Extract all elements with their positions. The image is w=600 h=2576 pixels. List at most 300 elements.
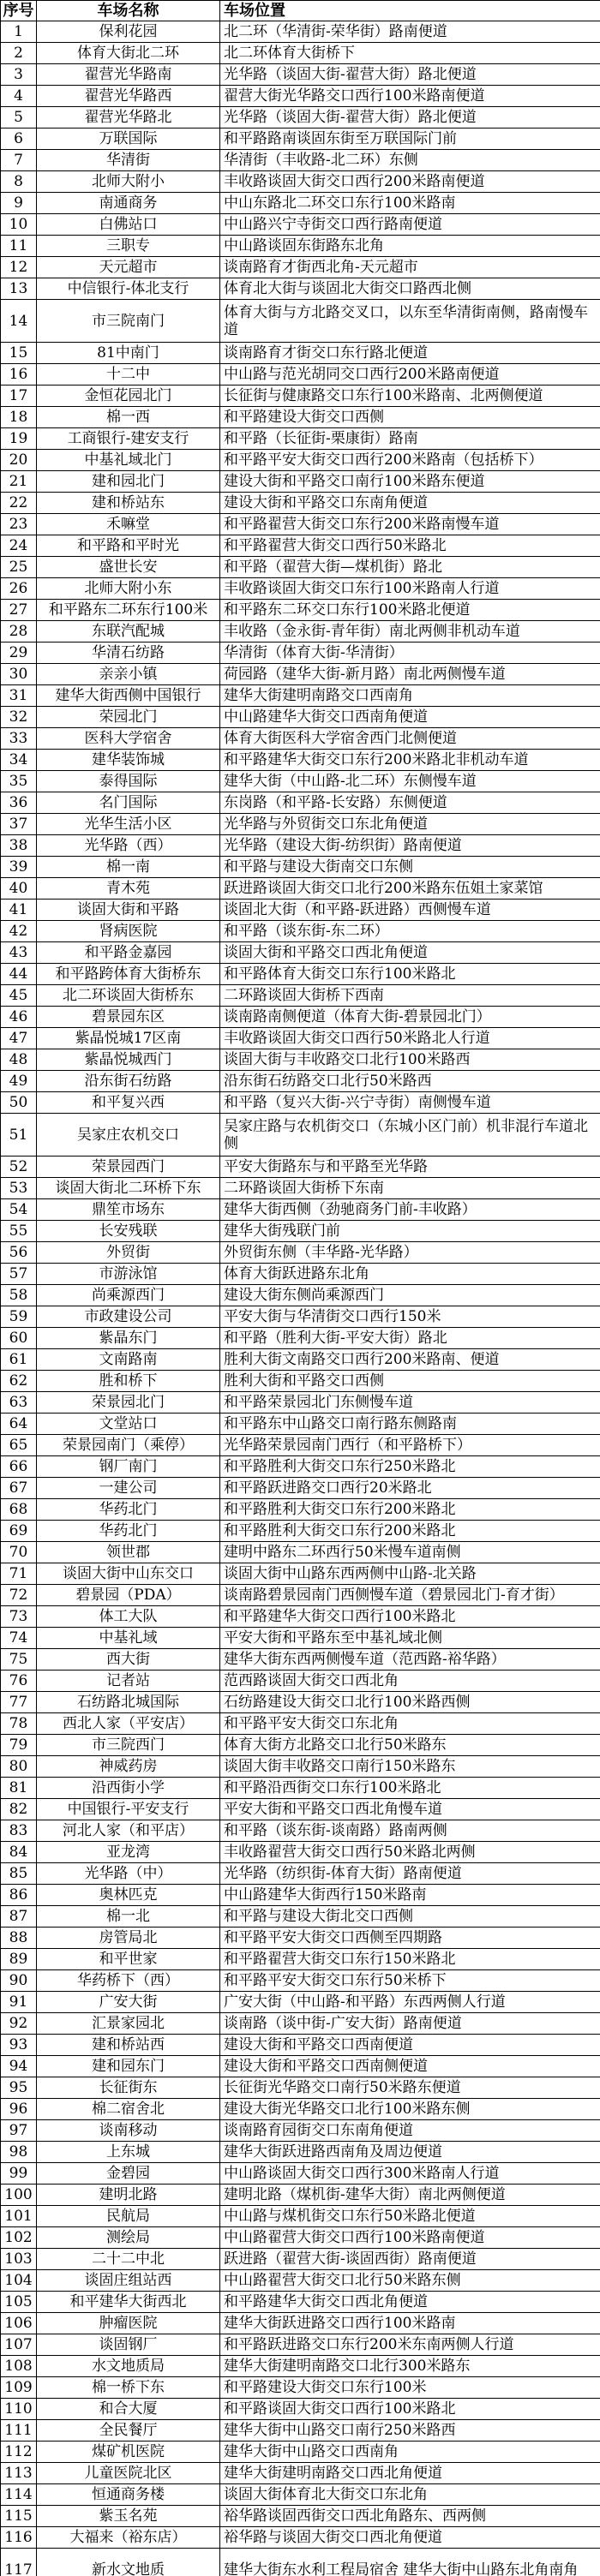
row-number: 13: [1, 278, 37, 300]
lot-name: 建明北路: [37, 2185, 220, 2206]
lot-name: 房管局北: [37, 1928, 220, 1949]
lot-name: 建和桥站东: [37, 493, 220, 514]
lot-location: 中山东路北二环交口东行100米路南: [220, 193, 600, 214]
table-row: [1, 1713, 600, 1735]
lot-location: 体育大街跃进路东北角: [220, 1264, 600, 1285]
table-row: [1, 2142, 600, 2163]
row-number: 114: [1, 2484, 37, 2506]
row-number: 42: [1, 921, 37, 942]
lot-name: 中基礼域北门: [37, 450, 220, 471]
lot-location: 体育北大街与谈固北大街交口路西北侧: [220, 278, 600, 300]
table-row: [1, 1414, 600, 1435]
lot-location: 中山路谈固大街交口西行300米路南人行道: [220, 2163, 600, 2185]
lot-name: 荣景园西门: [37, 1157, 220, 1178]
lot-name: 和平建华大街西北: [37, 2292, 220, 2313]
lot-location: 和平路（复兴大街-兴宁寺街）南侧慢车道: [220, 1092, 600, 1114]
row-number: 50: [1, 1092, 37, 1114]
lot-name: 尚乘源西门: [37, 1285, 220, 1306]
lot-name: 谈固大街和平路: [37, 900, 220, 921]
table-row: [1, 643, 600, 664]
lot-location: 光华路（谈固大街-翟营大街）路北便道: [220, 64, 600, 86]
lot-name: 市游泳馆: [37, 1264, 220, 1285]
table-row: [1, 921, 600, 942]
row-number: 85: [1, 1863, 37, 1885]
table-row: [1, 1606, 600, 1628]
row-number: 69: [1, 1521, 37, 1542]
lot-name: 新水文地质: [37, 2549, 220, 2576]
lot-name: 和平路和平时光: [37, 535, 220, 557]
lot-name: 光华生活小区: [37, 814, 220, 835]
lot-name: 市三院西门: [37, 1735, 220, 1756]
row-number: 58: [1, 1285, 37, 1306]
lot-name: 名门国际: [37, 792, 220, 814]
table-row: [1, 578, 600, 600]
lot-location: 和平路建华大街交口西北角便道: [220, 2292, 600, 2313]
row-number: 27: [1, 600, 37, 621]
lot-name: 沿东街石纺路: [37, 1071, 220, 1092]
lot-name: 外贸街: [37, 1242, 220, 1264]
lot-location: 中山路兴宁寺街交口西行路南便道: [220, 214, 600, 236]
row-number: 8: [1, 171, 37, 193]
lot-location: 谈固大街和平路交口西北角便道: [220, 942, 600, 964]
lot-location: 建设大街和平路交口西南侧便道: [220, 2056, 600, 2077]
lot-location: 和平路平安大街交口东北角: [220, 1713, 600, 1735]
lot-location: 翟营大街光华路交口西行100米路南便道: [220, 86, 600, 107]
lot-location: 建明中路东二环西行50米慢车道南侧: [220, 1542, 600, 1563]
lot-location: 和平路建华大街交口东行200米路北非机动车道: [220, 750, 600, 771]
row-number: 44: [1, 964, 37, 985]
row-number: 56: [1, 1242, 37, 1264]
lot-location: 丰收路（金永街-青年街）南北两侧非机动车道: [220, 621, 600, 643]
table-row: [1, 2035, 600, 2056]
lot-location: 建华大街残联门前: [220, 1221, 600, 1242]
lot-location: 石纺路建设大街交口北行100米路西侧: [220, 1692, 600, 1713]
row-number: 87: [1, 1906, 37, 1928]
row-number: 38: [1, 835, 37, 857]
row-number: 48: [1, 1049, 37, 1071]
table-row: [1, 2377, 600, 2399]
lot-location: 光华路与外贸街交口东北角便道: [220, 814, 600, 835]
lot-location: 广安大街（中山路-和平路）东西两侧人行道: [220, 1992, 600, 2013]
lot-location: 平安大街和平路东至中基礼域北侧: [220, 1628, 600, 1649]
row-number: 16: [1, 364, 37, 386]
lot-name: 华药北门: [37, 1499, 220, 1521]
lot-name: 三职专: [37, 236, 220, 257]
table-row: [1, 2356, 600, 2377]
lot-name: 和平路东二环东行100米: [37, 600, 220, 621]
row-number: 12: [1, 257, 37, 278]
row-number: 5: [1, 107, 37, 129]
lot-name: 金碧园: [37, 2163, 220, 2185]
table-row: [1, 86, 600, 107]
row-number: 101: [1, 2206, 37, 2227]
lot-name: 华清石纺路: [37, 643, 220, 664]
lot-name: 钢厂南门: [37, 1456, 220, 1478]
row-number: 109: [1, 2377, 37, 2399]
table-row: [1, 2292, 600, 2313]
table-row: [1, 2463, 600, 2484]
table-row: [1, 1221, 600, 1242]
row-number: 62: [1, 1371, 37, 1392]
table-row: [1, 278, 600, 300]
row-number: 25: [1, 557, 37, 578]
table-row: [1, 2206, 600, 2227]
lot-name: 青木苑: [37, 878, 220, 900]
lot-name: 荣景园南门（乘停）: [37, 1435, 220, 1456]
lot-name: 光华路（中）: [37, 1863, 220, 1885]
lot-location: 华清街（体育大街-华清街）: [220, 643, 600, 664]
table-row: [1, 2077, 600, 2099]
lot-name: 华清街: [37, 150, 220, 171]
lot-name: 亲亲小镇: [37, 664, 220, 685]
table-row: [1, 1499, 600, 1521]
lot-name: 大福来（裕东店）: [37, 2527, 220, 2549]
lot-name: 81中南门: [37, 343, 220, 364]
lot-location: 和平路胜利大街交口东行250米路北: [220, 1456, 600, 1478]
lot-location: 和平路体育大街交口东行100米路北: [220, 964, 600, 985]
table-row: [1, 771, 600, 792]
table-row: [1, 364, 600, 386]
lot-name: 荣园北门: [37, 707, 220, 728]
table-header-row: [1, 1, 600, 21]
row-number: 22: [1, 493, 37, 514]
lot-name: 盛世长安: [37, 557, 220, 578]
row-number: 70: [1, 1542, 37, 1563]
lot-name: 禾嘛堂: [37, 514, 220, 535]
lot-location: 建设大街东侧尚乘源西门: [220, 1285, 600, 1306]
row-number: 92: [1, 2013, 37, 2035]
lot-location: 体育大街与方北路交叉口，以东至华清街南侧，路南慢车道: [220, 300, 600, 343]
lot-name: 和合大厦: [37, 2399, 220, 2420]
lot-location: 和平路翟营大街交口西行50米路北: [220, 535, 600, 557]
lot-name: 体工大队: [37, 1606, 220, 1628]
lot-name: 广安大街: [37, 1992, 220, 2013]
row-number: 36: [1, 792, 37, 814]
row-number: 40: [1, 878, 37, 900]
lot-location: 吴家庄路与农机街交口（东城小区门前）机非混行车道北侧: [220, 1114, 600, 1157]
row-number: 73: [1, 1606, 37, 1628]
row-number: 104: [1, 2270, 37, 2292]
row-number: 117: [1, 2549, 37, 2576]
lot-name: 二十二中北: [37, 2249, 220, 2270]
lot-name: 华药北门: [37, 1521, 220, 1542]
lot-location: 和平路（谈东街-谈南路）路南两侧: [220, 1820, 600, 1842]
table-row: [1, 2506, 600, 2527]
table-row: [1, 150, 600, 171]
lot-location: 华清街（丰收路-北二环）东侧: [220, 150, 600, 171]
table-row: [1, 2399, 600, 2420]
lot-name: 东联汽配城: [37, 621, 220, 643]
row-number: 100: [1, 2185, 37, 2206]
table-row: [1, 1456, 600, 1478]
lot-location: 和平路胜利大街交口东行200米路北: [220, 1499, 600, 1521]
table-row: [1, 129, 600, 150]
lot-name: 紫晶东门: [37, 1328, 220, 1349]
lot-name: 紫玉名苑: [37, 2506, 220, 2527]
row-number: 111: [1, 2420, 37, 2442]
row-number: 57: [1, 1264, 37, 1285]
lot-name: 石纺路北城国际: [37, 1692, 220, 1713]
lot-location: 中山路建华大街交口西南角便道: [220, 707, 600, 728]
lot-location: 平安大街路东与和平路至光华路: [220, 1157, 600, 1178]
row-number: 3: [1, 64, 37, 86]
row-number: 10: [1, 214, 37, 236]
row-number: 88: [1, 1928, 37, 1949]
table-row: [1, 1885, 600, 1906]
table-row: [1, 2056, 600, 2077]
lot-name: 北二环谈固大街桥东: [37, 985, 220, 1007]
row-number: 90: [1, 1970, 37, 1992]
lot-name: 煤矿机医院: [37, 2442, 220, 2463]
lot-location: 中山路与范光胡同交口西行200米路南便道: [220, 364, 600, 386]
lot-location: 和平路谈固大街交口西行100米路北: [220, 2399, 600, 2420]
row-number: 65: [1, 1435, 37, 1456]
table-row: [1, 1628, 600, 1649]
row-number: 15: [1, 343, 37, 364]
lot-location: 跃进路（翟营大街-谈固西街）路南便道: [220, 2249, 600, 2270]
lot-name: 和平路金嘉园: [37, 942, 220, 964]
table-row: [1, 1778, 600, 1799]
lot-name: 胜和桥下: [37, 1371, 220, 1392]
row-number: 33: [1, 728, 37, 750]
lot-location: 建华大街跃进路西南角及周边便道: [220, 2142, 600, 2163]
row-number: 112: [1, 2442, 37, 2463]
table-row: [1, 1435, 600, 1456]
lot-location: 丰收路谈固大街交口东行100米路南人行道: [220, 578, 600, 600]
row-number: 52: [1, 1157, 37, 1178]
lot-name: 中基礼域: [37, 1628, 220, 1649]
lot-location: 谈固大街中山路东西两侧中山路-北关路: [220, 1563, 600, 1585]
row-number: 83: [1, 1820, 37, 1842]
table-row: [1, 942, 600, 964]
lot-location: 中山路谈固东街路东北角: [220, 236, 600, 257]
row-number: 51: [1, 1114, 37, 1157]
row-number: 79: [1, 1735, 37, 1756]
table-row: [1, 1756, 600, 1778]
row-number: 4: [1, 86, 37, 107]
lot-location: 谈南路南侧便道（体育大街-碧景园北门）: [220, 1007, 600, 1028]
row-number: 18: [1, 407, 37, 428]
table-row: [1, 2099, 600, 2120]
row-number: 103: [1, 2249, 37, 2270]
lot-location: 光华路（纺织街-体育大街）路南便道: [220, 1863, 600, 1885]
lot-location: 裕华路与谈固大街交口西北角便道: [220, 2527, 600, 2549]
row-number: 39: [1, 857, 37, 878]
lot-name: 碧景园（PDA）: [37, 1585, 220, 1606]
lot-location: 中山路与煤机街交口东行50米路北便道: [220, 2206, 600, 2227]
lot-name: 医科大学宿舍: [37, 728, 220, 750]
row-number: 93: [1, 2035, 37, 2056]
row-number: 78: [1, 1713, 37, 1735]
table-row: [1, 107, 600, 129]
lot-name: 上东城: [37, 2142, 220, 2163]
row-number: 20: [1, 450, 37, 471]
lot-location: 外贸街东侧（丰华路-光华路）: [220, 1242, 600, 1264]
lot-location: 平安大街和平路交口西北角慢车道: [220, 1799, 600, 1820]
lot-name: 万联国际: [37, 129, 220, 150]
table-row: [1, 2249, 600, 2270]
row-number: 6: [1, 129, 37, 150]
row-number: 82: [1, 1799, 37, 1820]
table-row: [1, 450, 600, 471]
table-row: [1, 1563, 600, 1585]
row-number: 46: [1, 1007, 37, 1028]
table-row: [1, 1799, 600, 1820]
row-number: 1: [1, 21, 37, 43]
lot-location: 光华路（建设大街-纺织街）路南便道: [220, 835, 600, 857]
lot-location: 和平路东中山路交口南行路东侧路南: [220, 1414, 600, 1435]
lot-name: 建华大街西侧中国银行: [37, 685, 220, 707]
table-row: [1, 64, 600, 86]
lot-name: 市政建设公司: [37, 1306, 220, 1328]
lot-name: 天元超市: [37, 257, 220, 278]
lot-location: 丰收路谈固大街交口西行200米路南便道: [220, 171, 600, 193]
row-number: 106: [1, 2313, 37, 2334]
lot-location: 建华大街西侧（劲驰商务门前-丰收路）: [220, 1199, 600, 1221]
lot-name: 翟营光华路南: [37, 64, 220, 86]
lot-location: 和平路平安大街交口西行200米路南（包括桥下）: [220, 450, 600, 471]
lot-location: 和平路平安大街交口西侧至四期路: [220, 1928, 600, 1949]
row-number: 94: [1, 2056, 37, 2077]
row-number: 17: [1, 386, 37, 407]
lot-location: 中山路建华大街西行150米路南: [220, 1885, 600, 1906]
row-number: 45: [1, 985, 37, 1007]
table-row: [1, 214, 600, 236]
row-number: 63: [1, 1392, 37, 1414]
row-number: 37: [1, 814, 37, 835]
table-row: [1, 621, 600, 643]
lot-location: 谈固大街体育北大街交口东北角: [220, 2484, 600, 2506]
lot-name: 翟营光华路北: [37, 107, 220, 129]
lot-name: 沿西街小学: [37, 1778, 220, 1799]
lot-name: 儿童医院北区: [37, 2463, 220, 2484]
row-number: 116: [1, 2527, 37, 2549]
lot-location: 建华大街东西两侧慢车道（范西路-裕华路）: [220, 1649, 600, 1671]
row-number: 21: [1, 471, 37, 493]
row-number: 107: [1, 2334, 37, 2356]
lot-name: 白佛站口: [37, 214, 220, 236]
lot-name: 保利花园: [37, 21, 220, 43]
table-row: [1, 1928, 600, 1949]
lot-name: 全民餐厅: [37, 2420, 220, 2442]
row-number: 81: [1, 1778, 37, 1799]
lot-location: 建设大街和平路交口南行100米路东便道: [220, 471, 600, 493]
lot-name: 棉二宿舍北: [37, 2099, 220, 2120]
lot-name: 金恒花园北门: [37, 386, 220, 407]
table-row: [1, 493, 600, 514]
table-row: [1, 407, 600, 428]
lot-name: 紫晶悦城17区南: [37, 1028, 220, 1049]
lot-location: 二环路谈固大街桥下东南: [220, 1178, 600, 1199]
table-row: [1, 171, 600, 193]
table-row: [1, 471, 600, 493]
lot-name: 长征街东: [37, 2077, 220, 2099]
lot-location: 谈固大街与丰收路交口北行100米路西: [220, 1049, 600, 1071]
table-row: [1, 2527, 600, 2549]
lot-location: 沿东街石纺路交口北行50米路西: [220, 1071, 600, 1092]
table-row: [1, 514, 600, 535]
table-row: [1, 1306, 600, 1328]
row-number: 41: [1, 900, 37, 921]
lot-location: 和平路沿西街交口东行100米路北: [220, 1778, 600, 1799]
lot-location: 中山路翟营大街交口北行50米路东侧: [220, 2270, 600, 2292]
lot-name: 一建公司: [37, 1478, 220, 1499]
lot-location: 和平路路南谈固东街至万联国际门前: [220, 129, 600, 150]
lot-location: 和平路翟营大街交口东行150米路北: [220, 1949, 600, 1970]
lot-location: 和平路与建设大街南交口东侧: [220, 857, 600, 878]
lot-name: 棉一桥下东: [37, 2377, 220, 2399]
table-row: [1, 557, 600, 578]
row-number: 96: [1, 2099, 37, 2120]
lot-location: 长征街光华路交口南行50米路东便道: [220, 2077, 600, 2099]
lot-name: 棉一南: [37, 857, 220, 878]
table-row: [1, 707, 600, 728]
lot-name: 领世郡: [37, 1542, 220, 1563]
lot-name: 谈固大街北二环桥下东: [37, 1178, 220, 1199]
table-row: [1, 1392, 600, 1414]
table-row: [1, 985, 600, 1007]
lot-name: 西北人家（平安店）: [37, 1713, 220, 1735]
row-number: 19: [1, 428, 37, 450]
row-number: 66: [1, 1456, 37, 1478]
lot-name: 肾病医院: [37, 921, 220, 942]
lot-location: 胜利大街和平路交口西侧: [220, 1371, 600, 1392]
row-number: 26: [1, 578, 37, 600]
lot-location: 跃进路谈固大街交口北行200米路东伍姐土家菜馆: [220, 878, 600, 900]
table-row: [1, 1264, 600, 1285]
lot-name: 鼎笙市场东: [37, 1199, 220, 1221]
lot-name: 光华路（西）: [37, 835, 220, 857]
row-number: 74: [1, 1628, 37, 1649]
lot-name: 谈固大街中山东交口: [37, 1563, 220, 1585]
lot-name: 亚龙湾: [37, 1842, 220, 1863]
table-row: [1, 1820, 600, 1842]
table-row: [1, 1692, 600, 1713]
lot-name: 文南路南: [37, 1349, 220, 1371]
row-number: 32: [1, 707, 37, 728]
table-row: [1, 900, 600, 921]
lot-location: 范西路谈固大街交口西北角: [220, 1671, 600, 1692]
lot-name: 建和园东门: [37, 2056, 220, 2077]
lot-location: 建华大街东水利工程局宿舍 建华大街中山路东北角南角: [220, 2549, 600, 2576]
table-row: [1, 2013, 600, 2035]
row-number: 77: [1, 1692, 37, 1713]
lot-location: 和平路（谈东街-东二环）: [220, 921, 600, 942]
lot-location: 二环路谈固大街桥下西南: [220, 985, 600, 1007]
lot-name: 北师大附小东: [37, 578, 220, 600]
row-number: 24: [1, 535, 37, 557]
lot-name: 中信银行-体北支行: [37, 278, 220, 300]
lot-name: 汇景家园北: [37, 2013, 220, 2035]
table-row: [1, 2313, 600, 2334]
lot-location: 和平路平安大街交口东行50米桥下: [220, 1970, 600, 1992]
table-row: [1, 343, 600, 364]
table-row: [1, 236, 600, 257]
table-row: [1, 1521, 600, 1542]
table-row: [1, 1349, 600, 1371]
row-number: 99: [1, 2163, 37, 2185]
table-row: [1, 1949, 600, 1970]
lot-location: 丰收路翟营大街交口西行50米路北两侧: [220, 1842, 600, 1863]
table-row: [1, 1071, 600, 1092]
lot-location: 和平路跃进路交口西行20米路北: [220, 1478, 600, 1499]
lot-location: 建华大街建明南路交口西南角: [220, 685, 600, 707]
row-number: 61: [1, 1349, 37, 1371]
lot-name: 工商银行-建安支行: [37, 428, 220, 450]
row-number: 11: [1, 236, 37, 257]
lot-location: 和平路建华大街交口西行100米路北: [220, 1606, 600, 1628]
row-number: 54: [1, 1199, 37, 1221]
